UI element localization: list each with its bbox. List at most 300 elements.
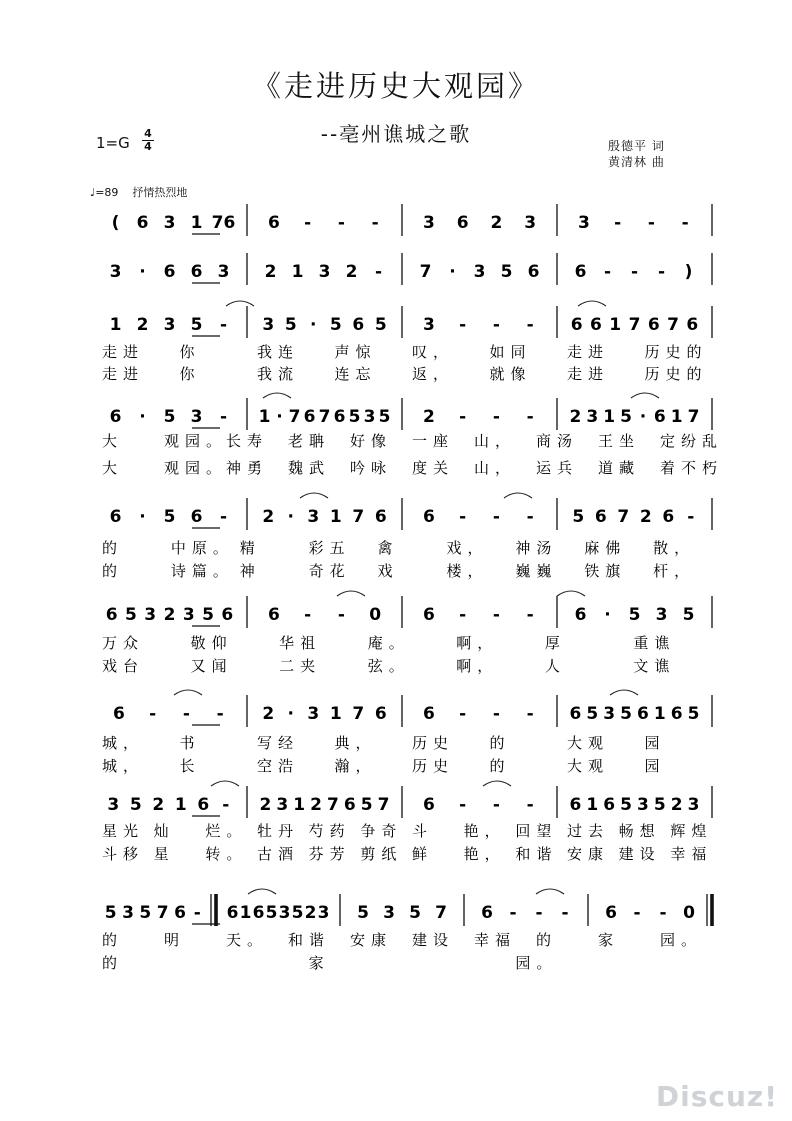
- note-token: -: [219, 315, 228, 335]
- lyric-word: 历史: [412, 734, 455, 752]
- slur-arc: [631, 393, 659, 398]
- lyric-word: 的: [102, 931, 124, 949]
- lyric-word: 幸福: [670, 845, 713, 863]
- note-token: 76: [211, 213, 236, 233]
- note-token: 6: [603, 795, 616, 815]
- note-token: 5: [620, 407, 632, 427]
- lyric-word: 剪纸: [360, 845, 403, 863]
- lyric-word: 长寿: [226, 432, 269, 450]
- note-token: 7: [352, 704, 365, 724]
- note-token: -: [459, 315, 467, 335]
- note-token: 6: [105, 605, 118, 625]
- note-token: -: [337, 213, 345, 233]
- lyric-word: 牡丹: [257, 822, 300, 840]
- note-token: 6: [226, 903, 239, 923]
- note-token: -: [526, 704, 534, 724]
- note-token: 6: [456, 213, 469, 233]
- lyric-word: 戏，: [446, 539, 489, 557]
- lyric-word: 灿: [153, 822, 175, 840]
- note-token: 1: [329, 507, 342, 527]
- note-token: 2: [490, 213, 503, 233]
- note-token: 5: [202, 605, 214, 625]
- song-title: 《走进历史大观园》: [251, 69, 540, 103]
- lyric-word: 巍巍: [515, 562, 558, 580]
- note-token: 3: [262, 315, 275, 335]
- lyric-word: 神: [239, 562, 261, 580]
- lyric-word: 鲜: [412, 845, 434, 863]
- note-token: -: [681, 213, 689, 233]
- note-token: 1: [109, 315, 122, 335]
- note-token: 5: [284, 315, 297, 335]
- note-token: 6: [527, 262, 540, 282]
- note-token: -: [222, 795, 230, 815]
- note-token: 5: [129, 795, 142, 815]
- note-token: ): [684, 262, 693, 282]
- note-token: 5: [628, 605, 641, 625]
- note-token: 6: [574, 605, 587, 625]
- note-token: 6: [190, 507, 203, 527]
- lyric-word: 大观: [567, 757, 610, 775]
- note-token: 2: [136, 315, 149, 335]
- lyric-word: 铁旗: [584, 562, 627, 580]
- note-token: 6: [653, 407, 666, 427]
- note-token: -: [561, 903, 569, 923]
- note-token: 2: [670, 795, 683, 815]
- lyric-word: 奇花: [308, 562, 351, 580]
- note-token: 3: [109, 262, 122, 282]
- lyric-word: 二夹: [279, 657, 322, 675]
- note-token: 2: [304, 903, 317, 923]
- note-token: 3: [122, 903, 134, 923]
- lyric-word: 园: [644, 734, 666, 752]
- note-token: -: [603, 262, 612, 282]
- lyric-word: 庵。: [367, 634, 410, 652]
- note-token: 6: [109, 407, 122, 427]
- lyric-word: 走进: [567, 365, 610, 383]
- lyric-word: 定纷乱: [660, 432, 724, 450]
- note-token: 3: [422, 213, 435, 233]
- note-token: 5: [572, 507, 585, 527]
- note-token: -: [492, 795, 500, 815]
- lyric-word: 敬仰: [190, 634, 233, 652]
- lyric-word: 观园。: [164, 432, 228, 450]
- slur-arc: [174, 690, 202, 695]
- watermark-logo: Discuz!: [655, 1080, 778, 1113]
- note-token: 1: [670, 407, 683, 427]
- lyric-word: 大观: [567, 734, 610, 752]
- lyric-word: 人: [544, 657, 566, 675]
- note-token: 3: [363, 407, 376, 427]
- note-token: 5: [348, 407, 361, 427]
- note-token: 3: [190, 407, 203, 427]
- note-token: 6: [190, 262, 203, 282]
- lyric-word: 道藏: [598, 459, 641, 477]
- note-token: 3: [278, 903, 291, 923]
- note-token: 3: [144, 605, 157, 625]
- note-token: 7: [687, 407, 700, 427]
- lyric-word: 你: [179, 365, 201, 383]
- lyric-word: 建设: [412, 931, 455, 949]
- slur-arc: [483, 781, 511, 786]
- metronome-mark: ♩=89: [90, 186, 119, 199]
- note-token: 6: [422, 704, 435, 724]
- lyric-word: 家: [308, 954, 330, 972]
- note-token: 7: [628, 315, 641, 335]
- note-token: 7: [617, 507, 630, 527]
- note-token: 7: [327, 795, 339, 815]
- note-token: 6: [686, 315, 699, 335]
- note-token: 5: [500, 262, 513, 282]
- lyric-word: 畅想: [618, 822, 661, 840]
- note-token: ·: [139, 262, 146, 282]
- note-token: 7: [288, 407, 301, 427]
- note-token: 1: [603, 407, 616, 427]
- lyric-word: 园。: [515, 954, 558, 972]
- note-token: ·: [449, 262, 456, 282]
- lyric-word: 重谯: [633, 634, 676, 652]
- note-token: 6: [374, 704, 387, 724]
- lyric-word: 历史的: [644, 343, 708, 361]
- lyric-word: 争奇: [360, 822, 403, 840]
- note-token: 5: [329, 315, 342, 335]
- lyric-word: 星: [153, 845, 175, 863]
- lyric-word: 安康: [567, 845, 610, 863]
- lyric-word: 大: [102, 459, 124, 477]
- lyric-word: 着不朽: [660, 459, 724, 477]
- time-signature-top: 4: [144, 127, 152, 140]
- note-token: -: [492, 704, 500, 724]
- lyric-word: 山，: [474, 459, 517, 477]
- note-token: 6: [333, 407, 346, 427]
- lyric-word: 的: [489, 734, 511, 752]
- lyric-word: 声惊: [334, 343, 377, 361]
- lyric-word: 中原。: [170, 539, 234, 557]
- note-token: 5: [139, 903, 152, 923]
- note-token: -: [219, 407, 228, 427]
- note-token: 1: [291, 262, 304, 282]
- lyric-word: 芍药: [308, 822, 351, 840]
- note-token: ·: [604, 605, 611, 625]
- note-token: 6: [303, 407, 316, 427]
- lyric-word: 连忘: [334, 365, 377, 383]
- note-token: ·: [139, 407, 146, 427]
- lyric-word: 好像: [350, 432, 393, 450]
- note-token: 2: [639, 507, 652, 527]
- lyric-word: 吟咏: [350, 459, 393, 477]
- note-token: 6: [374, 507, 387, 527]
- lyric-word: 神勇: [226, 459, 269, 477]
- lyric-word: 弦。: [367, 657, 410, 675]
- lyric-word: 走进: [102, 365, 145, 383]
- note-token: 7: [377, 795, 390, 815]
- note-token: 1: [653, 704, 666, 724]
- note-token: 5: [104, 903, 117, 923]
- lyric-word: 彩五: [308, 539, 351, 557]
- note-token: 3: [307, 704, 320, 724]
- lyric-word: 戏台: [102, 657, 145, 675]
- lyric-word: 老聃: [288, 432, 331, 450]
- note-token: 6: [670, 704, 683, 724]
- note-token: -: [374, 262, 383, 282]
- note-token: ·: [287, 704, 294, 724]
- note-token: 3: [163, 315, 176, 335]
- lyricist-credit: 殷德平 词: [608, 139, 665, 153]
- slur-arc: [226, 301, 254, 306]
- lyric-word: 就像: [489, 365, 532, 383]
- time-signature-bottom: 4: [142, 140, 154, 153]
- note-token: -: [337, 605, 345, 625]
- composer-credit: 黄清林 曲: [608, 155, 665, 169]
- lyric-word: 一座: [412, 432, 455, 450]
- note-token: -: [526, 407, 534, 427]
- lyric-word: 我连: [257, 343, 300, 361]
- note-token: 1: [586, 795, 599, 815]
- lyric-word: 园: [644, 757, 666, 775]
- note-token: 3: [586, 407, 599, 427]
- note-token: 6: [252, 903, 265, 923]
- note-token: 2: [569, 407, 582, 427]
- slur-arc: [536, 889, 564, 894]
- note-token: -: [492, 605, 500, 625]
- note-token: ·: [139, 507, 146, 527]
- slur-arc: [557, 591, 585, 596]
- lyric-word: 城，: [102, 734, 145, 752]
- lyric-word: 辉煌: [670, 822, 713, 840]
- lyric-word: 明: [164, 931, 186, 949]
- note-token: 6: [221, 605, 234, 625]
- note-token: 1: [329, 704, 342, 724]
- lyric-word: 观园。: [164, 459, 228, 477]
- note-token: 1: [190, 213, 203, 233]
- note-token: 3: [383, 903, 395, 923]
- slur-arc: [578, 301, 606, 306]
- note-token: -: [459, 795, 467, 815]
- note-token: -: [526, 507, 534, 527]
- note-token: 3: [318, 262, 331, 282]
- note-token: 6: [569, 795, 582, 815]
- note-token: 3: [163, 213, 176, 233]
- note-token: 0: [683, 903, 695, 923]
- note-token: 5: [653, 795, 666, 815]
- lyric-word: 度关: [412, 459, 455, 477]
- note-token: 6: [590, 315, 602, 335]
- lyric-word: 斗移: [102, 845, 145, 863]
- note-token: 1: [258, 407, 271, 427]
- note-token: ·: [276, 407, 283, 427]
- lyric-word: 麻佛: [584, 539, 627, 557]
- note-token: 1: [239, 903, 252, 923]
- note-token: -: [304, 605, 312, 625]
- lyric-word: 楼，: [446, 562, 489, 580]
- note-token: 6: [605, 903, 617, 923]
- note-token: 5: [374, 315, 387, 335]
- note-token: ·: [639, 407, 647, 427]
- lyric-word: 走进: [567, 343, 610, 361]
- note-token: 6: [647, 315, 660, 335]
- lyric-word: 的: [102, 954, 124, 972]
- note-token: 7: [667, 315, 679, 335]
- note-token: 5: [163, 507, 176, 527]
- note-token: -: [526, 605, 534, 625]
- note-token: 6: [570, 315, 583, 335]
- note-token: 1: [293, 795, 306, 815]
- lyric-word: 瀚，: [334, 757, 377, 775]
- note-token: 2: [152, 795, 165, 815]
- lyric-word: 典，: [334, 734, 377, 752]
- note-token: 1: [174, 795, 187, 815]
- note-token: 6: [197, 795, 210, 815]
- lyric-word: 书: [179, 734, 201, 752]
- note-token: 7: [419, 262, 432, 282]
- lyric-word: 神汤: [515, 539, 558, 557]
- slur-arc: [263, 393, 291, 398]
- note-token: 6: [422, 507, 435, 527]
- note-token: -: [459, 605, 467, 625]
- note-token: -: [371, 213, 379, 233]
- note-token: -: [459, 407, 467, 427]
- note-token: 3: [317, 903, 330, 923]
- note-token: 3: [217, 262, 230, 282]
- note-token: 2: [163, 605, 176, 625]
- note-token: 6: [352, 315, 365, 335]
- lyric-word: 散，: [653, 539, 696, 557]
- note-token: ·: [310, 315, 317, 335]
- lyric-word: 运兵: [536, 459, 579, 477]
- lyric-word: 叹，: [412, 343, 455, 361]
- lyric-word: 写经: [257, 734, 300, 752]
- key-signature: 1=G: [96, 134, 130, 152]
- lyric-word: 万众: [102, 634, 145, 652]
- lyric-word: 魏武: [288, 459, 331, 477]
- lyric-word: 啊，: [456, 634, 499, 652]
- note-token: 3: [655, 605, 668, 625]
- note-token: 2: [262, 704, 275, 724]
- note-token: 2: [262, 507, 275, 527]
- note-token: 6: [569, 704, 582, 724]
- note-token: 6: [574, 262, 587, 282]
- note-token: 2: [422, 407, 435, 427]
- lyric-word: 诗篇。: [170, 562, 234, 580]
- lyric-word: 厚: [544, 634, 566, 652]
- note-token: 3: [577, 213, 590, 233]
- note-token: 3: [276, 795, 289, 815]
- note-token: 5: [190, 315, 203, 335]
- note-token: 3: [687, 795, 700, 815]
- lyric-word: 艳，: [463, 822, 506, 840]
- lyric-word: 幸福: [474, 931, 517, 949]
- lyric-word: 斗: [412, 822, 434, 840]
- lyric-word: 文谯: [633, 657, 676, 675]
- note-token: 5: [409, 903, 421, 923]
- note-token: 3: [107, 795, 120, 815]
- note-token: 3: [182, 605, 195, 625]
- lyric-word: 历史的: [644, 365, 708, 383]
- slur-arc: [337, 591, 365, 596]
- note-token: -: [492, 507, 500, 527]
- note-token: 3: [637, 795, 649, 815]
- note-token: 6: [267, 605, 280, 625]
- lyric-word: 返，: [412, 365, 455, 383]
- lyric-word: 建设: [618, 845, 661, 863]
- lyric-word: 禽: [377, 539, 399, 557]
- note-token: 6: [637, 704, 649, 724]
- lyric-word: 回望: [515, 822, 558, 840]
- note-token: -: [459, 507, 467, 527]
- note-token: 6: [163, 262, 176, 282]
- slur-arc: [211, 781, 239, 786]
- lyric-word: 历史: [412, 757, 455, 775]
- lyric-word: 你: [179, 343, 201, 361]
- note-token: 6: [267, 213, 280, 233]
- song-subtitle: --亳州谯城之歌: [320, 122, 472, 146]
- lyric-word: 走进: [102, 343, 145, 361]
- lyric-word: 园。: [660, 931, 703, 949]
- note-token: 2: [259, 795, 272, 815]
- note-token: -: [459, 704, 467, 724]
- note-token: -: [647, 213, 655, 233]
- note-token: -: [526, 315, 534, 335]
- note-token: -: [526, 795, 534, 815]
- note-token: 5: [378, 407, 391, 427]
- note-token: -: [219, 507, 228, 527]
- note-token: 3: [603, 704, 616, 724]
- note-token: -: [492, 407, 500, 427]
- note-token: 7: [318, 407, 331, 427]
- note-token: 5: [620, 795, 632, 815]
- lyric-word: 杆，: [653, 562, 696, 580]
- note-token: 5: [163, 407, 176, 427]
- note-token: 6: [174, 903, 186, 923]
- note-token: 0: [369, 605, 382, 625]
- note-token: 7: [156, 903, 169, 923]
- note-token: 5: [620, 704, 632, 724]
- note-token: -: [182, 704, 190, 724]
- lyric-word: 商汤: [536, 432, 579, 450]
- note-token: 3: [307, 507, 320, 527]
- note-token: 7: [352, 507, 365, 527]
- note-token: -: [614, 213, 622, 233]
- note-token: 5: [360, 795, 373, 815]
- slur-arc: [300, 493, 328, 498]
- note-token: -: [657, 262, 666, 282]
- lyric-word: 长: [179, 757, 201, 775]
- expression-mark: 抒情热烈地: [132, 186, 188, 199]
- note-token: 7: [435, 903, 447, 923]
- note-token: 5: [682, 605, 695, 625]
- slur-arc: [504, 493, 532, 498]
- note-token: 5: [125, 605, 137, 625]
- note-token: 3: [422, 315, 435, 335]
- lyric-word: 转。: [205, 845, 248, 863]
- lyric-word: 烂。: [205, 822, 248, 840]
- note-token: 3: [524, 213, 537, 233]
- lyric-word: 芬芳: [308, 845, 351, 863]
- lyric-word: 山，: [474, 432, 517, 450]
- slur-arc: [610, 690, 638, 695]
- note-token: 6: [343, 795, 356, 815]
- note-token: -: [630, 262, 639, 282]
- lyric-word: 精: [239, 539, 261, 557]
- note-token: 5: [687, 704, 700, 724]
- note-token: 5: [265, 903, 278, 923]
- note-token: -: [193, 903, 201, 923]
- note-token: 2: [310, 795, 322, 815]
- note-token: 6: [112, 704, 125, 724]
- lyric-word: 戏: [377, 562, 399, 580]
- lyric-word: 星光: [102, 822, 145, 840]
- lyric-word: 安康: [350, 931, 393, 949]
- note-token: -: [535, 903, 543, 923]
